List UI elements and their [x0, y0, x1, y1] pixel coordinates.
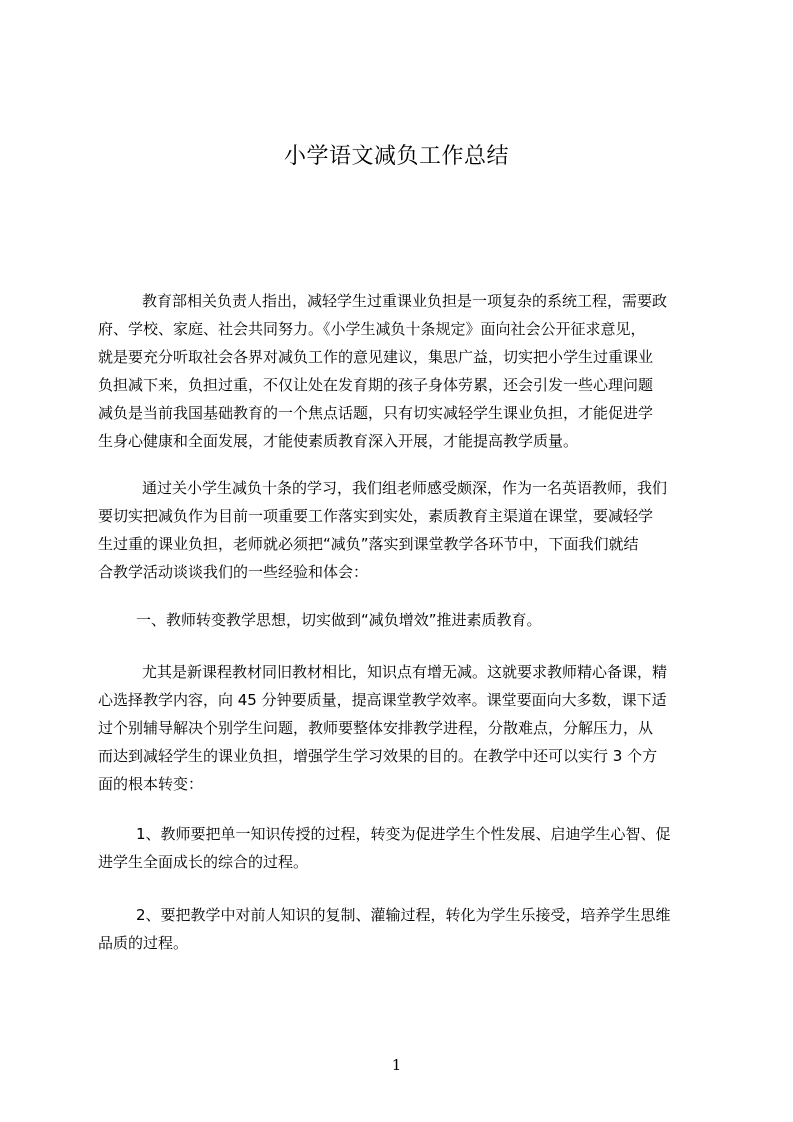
paragraph-line: 就是要充分听取社会各界对减负工作的意见建议，集思广益，切实把小学生过重课业: [98, 348, 654, 366]
section-heading-text: 一、教师转变教学思想，切实做到“减负增效”推进素质教育。: [136, 611, 542, 629]
paragraph-2: [98, 474, 702, 586]
paragraph-line: 1、教师要把单一知识传授的过程，转变为促进学生个性发展、启迪学生心智、促: [136, 825, 671, 843]
section-heading: [98, 606, 702, 634]
paragraph-4: [98, 658, 702, 798]
paragraph-line: 要切实把减负作为目前一项重要工作落实到实处，素质教育主渠道在课堂，要减轻学: [98, 507, 654, 525]
paragraph-line: 合教学活动谈谈我们的一些经验和体会：: [98, 563, 369, 581]
paragraph-line: 品质的过程。: [98, 934, 189, 952]
paragraph-line: 通过关小学生减负十条的学习，我们组老师感受颇深，作为一名英语教师，我们: [142, 479, 668, 497]
document-title: 小学语文减负工作总结: [283, 144, 509, 169]
paragraph-line: 生身心健康和全面发展，才能使素质教育深入开展，才能提高教学质量。: [98, 432, 579, 450]
paragraph-line: 2、要把教学中对前人知识的复制、灌输过程，转化为学生乐接受，培养学生思维: [136, 906, 671, 924]
paragraph-6: [98, 901, 702, 957]
paragraph-5: [98, 820, 702, 876]
paragraph-1: [98, 287, 702, 455]
paragraph-line: 减负是当前我国基础教育的一个焦点话题，只有切实减轻学生课业负担，才能促进学: [98, 404, 654, 422]
paragraph-line: 府、学校、家庭、社会共同努力。《小学生减负十条规定》面向社会公开征求意见，: [98, 320, 646, 338]
paragraph-line: 心选择教学内容，向 45 分钟要质量，提高课堂教学效率。课堂要面向大多数，课下适: [98, 691, 667, 709]
paragraph-line: 教育部相关负责人指出，减轻学生过重课业负担是一项复杂的系统工程，需要政: [142, 292, 668, 310]
paragraph-line: 负担减下来，负担过重，不仅让处在发育期的孩子身体劳累，还会引发一些心理问题: [98, 376, 654, 394]
paragraph-line: 而达到减轻学生的课业负担，增强学生学习效果的目的。在教学中还可以实行 3 个方: [98, 747, 658, 765]
paragraph-line: 生过重的课业负担，老师就必须把“减负”落实到课堂教学各环节中，下面我们就结: [98, 535, 639, 553]
paragraph-line: 面的根本转变：: [98, 775, 204, 793]
page-number: 1: [391, 1056, 402, 1074]
paragraph-line: 进学生全面成长的综合的过程。: [98, 853, 309, 871]
paragraph-line: 尤其是新课程教材同旧教材相比，知识点有增无减。这就要求教师精心备课，精: [142, 663, 668, 681]
paragraph-line: 过个别辅导解决个别学生问题，教师要整体安排教学进程，分散难点，分解压力，从: [98, 719, 654, 737]
